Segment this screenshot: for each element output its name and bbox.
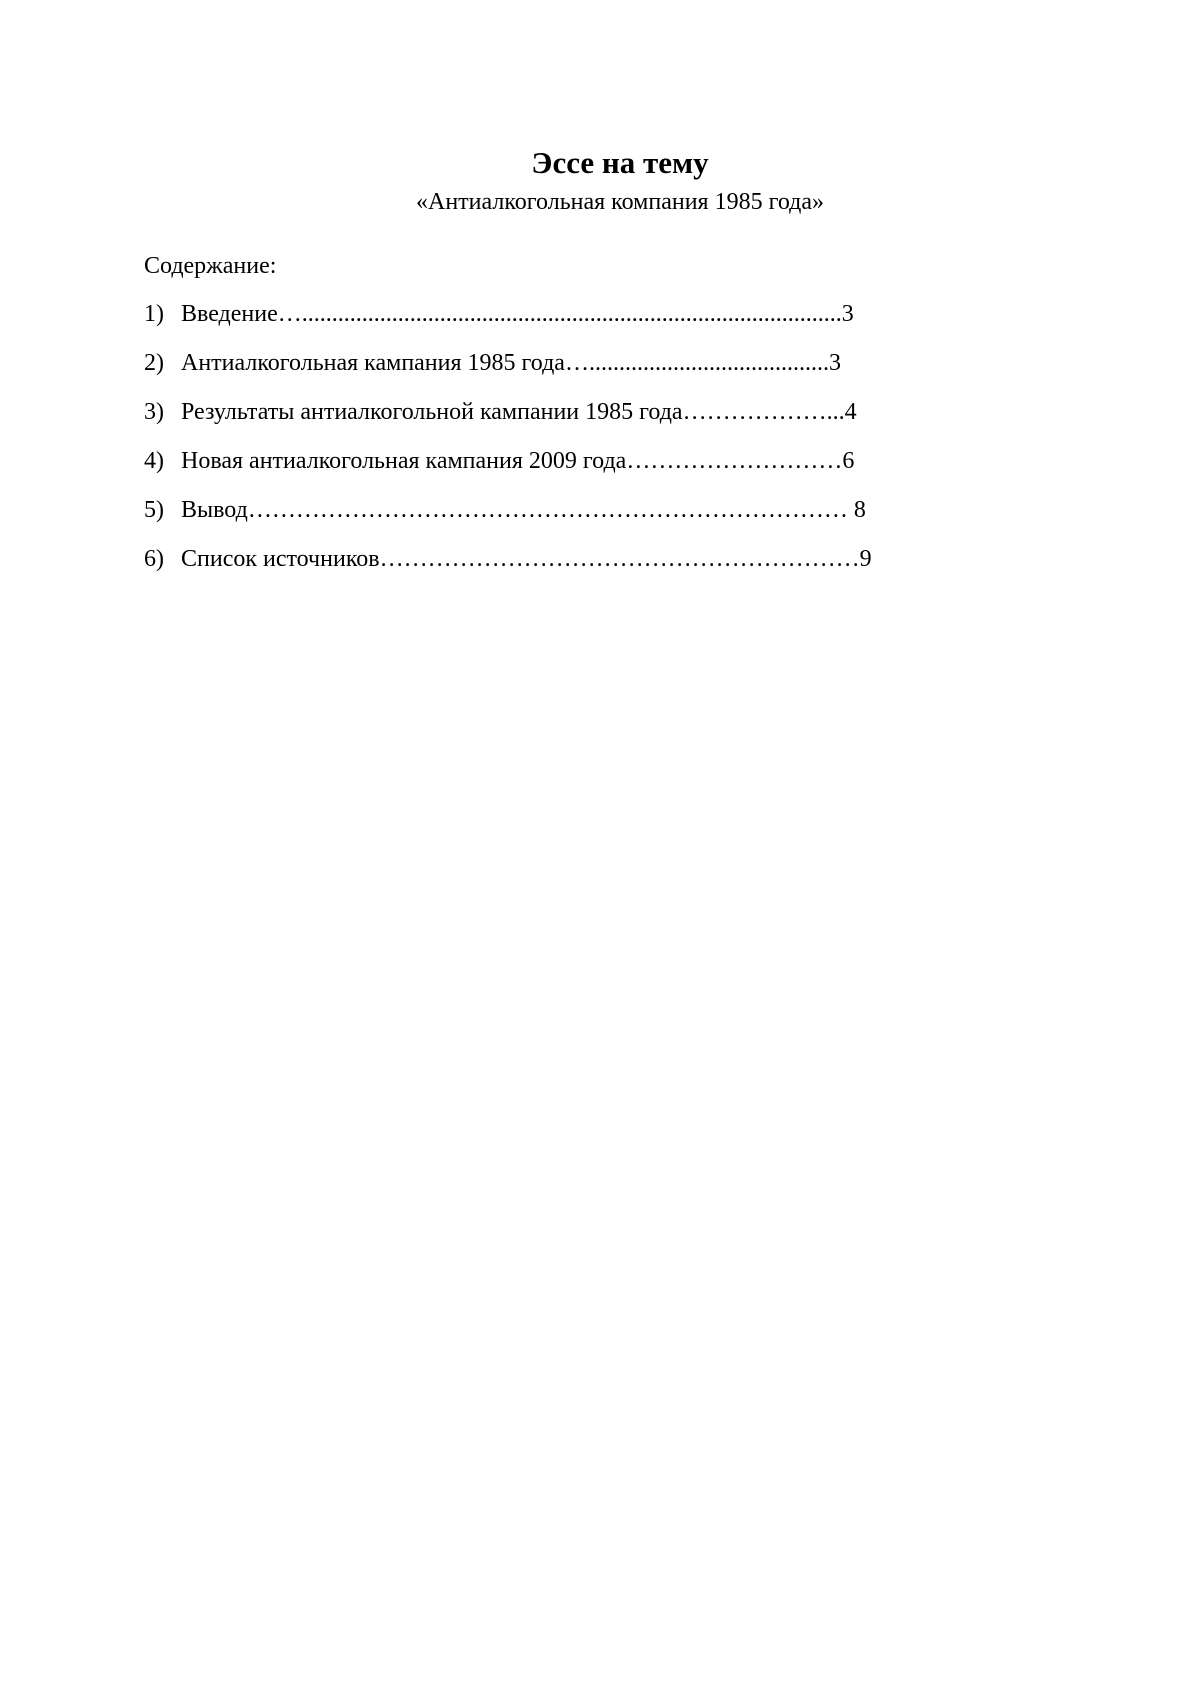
toc-item-number: 1) xyxy=(144,301,164,327)
toc-item-number: 4) xyxy=(144,448,164,474)
toc-item-introduction xyxy=(144,299,872,348)
toc-item-number: 3) xyxy=(144,399,164,425)
toc-item-text: Список источников……………………………………………………9 xyxy=(181,546,872,572)
document-subtitle: «Антиалкогольная компания 1985 года» xyxy=(416,189,824,215)
table-of-contents xyxy=(144,299,872,593)
document-title: Эссе на тему xyxy=(531,145,709,180)
toc-item-conclusion xyxy=(144,495,872,544)
toc-item-text: Новая антиалкогольная кампания 2009 года………………………6 xyxy=(181,448,855,474)
toc-item-campaign-1985 xyxy=(144,348,872,397)
toc-item-text: Антиалкогольная кампания 1985 года…........................................3 xyxy=(181,350,841,376)
toc-heading: Содержание: xyxy=(144,253,277,279)
toc-item-sources xyxy=(144,544,872,593)
toc-item-text: Введение…..........................................................................................3 xyxy=(181,301,854,327)
toc-item-results-1985 xyxy=(144,397,872,446)
toc-item-text: Вывод………………………………………………………………… 8 xyxy=(181,497,866,523)
toc-item-campaign-2009 xyxy=(144,446,872,495)
toc-item-number: 2) xyxy=(144,350,164,376)
toc-item-number: 5) xyxy=(144,497,164,523)
toc-item-text: Результаты антиалкогольной кампании 1985 года………………...4 xyxy=(181,399,857,425)
toc-item-number: 6) xyxy=(144,546,164,572)
